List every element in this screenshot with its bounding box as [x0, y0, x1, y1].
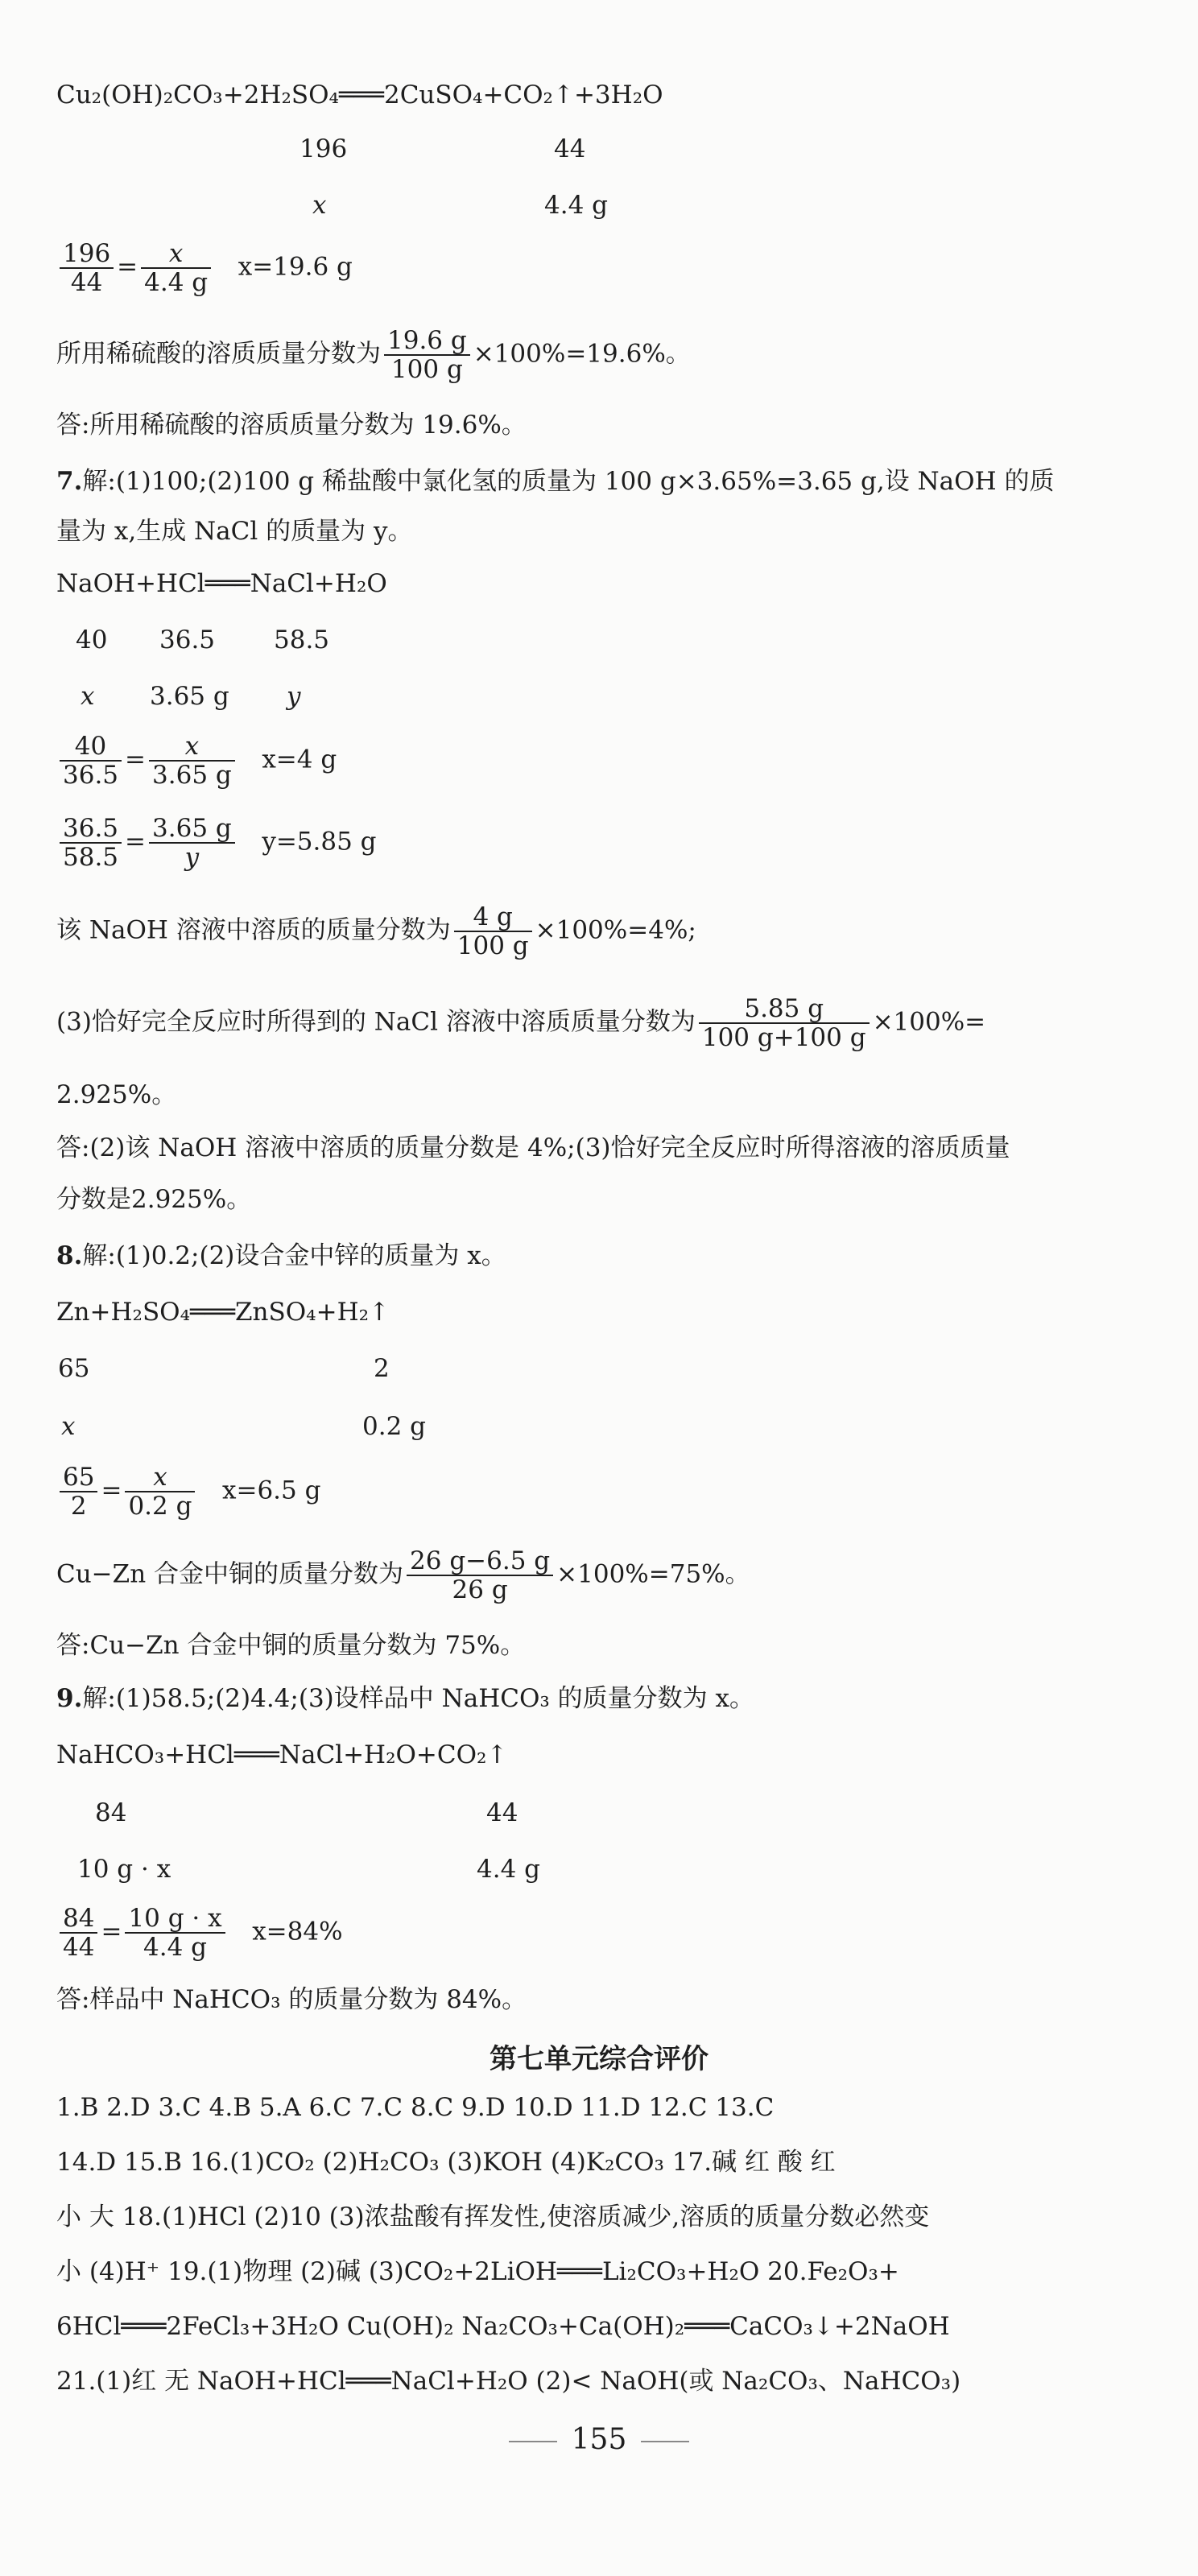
- equation-q9: NaHCO₃+HCl═══NaCl+H₂O+CO₂↑: [56, 1740, 508, 1769]
- mass-q8-1: 65: [58, 1354, 90, 1383]
- section-title: 第七单元综合评价: [490, 2043, 708, 2075]
- mass-q7-1: 40: [76, 625, 108, 654]
- review-line-2: 14.D 15.B 16.(1)CO₂ (2)H₂CO₃ (3)KOH (4)K₂CO₃ 17.碱 红 酸 红: [56, 2148, 836, 2177]
- unknown-q9-2: 4.4 g: [477, 1855, 540, 1884]
- answer-q9: 答:样品中 NaHCO₃ 的质量分数为 84%。: [56, 1985, 527, 2014]
- answer-p1: 答:所用稀硫酸的溶质质量分数为 19.6%。: [56, 411, 527, 440]
- review-line-1: 1.B 2.D 3.C 4.B 5.A 6.C 7.C 8.C 9.D 10.D 11.D 12.C 13.C: [56, 2093, 775, 2122]
- unknown-q9-1: 10 g · x: [77, 1855, 171, 1884]
- review-line-4: 小 (4)H⁺ 19.(1)物理 (2)碱 (3)CO₂+2LiOH═══Li₂CO₃+H₂O 20.Fe₂O₃+: [56, 2257, 899, 2286]
- calc-p1: 所用稀硫酸的溶质质量分数为 $\frac{19.6 g}{100 g}$ ×100%=19.6%。: [56, 326, 691, 384]
- proportion-p1: $\frac{196}{44}$ = $\frac{x}{4.4 g}$ x=19.6 g: [56, 240, 353, 296]
- q7-line2: 量为 x,生成 NaCl 的质量为 y。: [56, 517, 413, 546]
- answer-q7-1: 答:(2)该 NaOH 溶液中溶质的质量分数是 4%;(3)恰好完全反应时所得溶液的溶质质量: [56, 1133, 1010, 1162]
- mass-q8-2: 2: [374, 1354, 390, 1383]
- answer-q8: 答:Cu−Zn 合金中铜的质量分数为 75%。: [56, 1631, 526, 1660]
- calc-q7-2: (3)恰好完全反应时所得到的 NaCl 溶液中溶质质量分数为 $\frac{5.85 g}{100 g+100 g}$ ×100%=: [56, 994, 986, 1052]
- unknown-q8-1: x: [61, 1412, 76, 1441]
- equation-q8: Zn+H₂SO₄═══ZnSO₄+H₂↑: [56, 1298, 390, 1327]
- calc-q8: Cu−Zn 合金中铜的质量分数为 $\frac{26 g-6.5 g}{26 g}$ ×100%=75%。: [56, 1546, 750, 1604]
- unknown-q7-1: x: [81, 682, 95, 711]
- mass-p1-1: 196: [300, 134, 348, 163]
- unknown-q7-3: y: [287, 682, 301, 711]
- unknown-q8-2: 0.2 g: [362, 1412, 426, 1441]
- mass-q7-2: 36.5: [159, 625, 216, 654]
- equation-q7: NaOH+HCl═══NaCl+H₂O: [56, 569, 387, 598]
- proportion-q9: $\frac{84}{44}$ = $\frac{10 g \cdot x}{4.4 g}$ x=84%: [56, 1905, 343, 1961]
- unknown-q7-2: 3.65 g: [150, 682, 229, 711]
- q9-line1: 9.解:(1)58.5;(2)4.4;(3)设样品中 NaHCO₃ 的质量分数为 x。: [56, 1684, 755, 1713]
- mass-p1-2: 44: [554, 134, 586, 163]
- q8-line1: 8.解:(1)0.2;(2)设合金中锌的质量为 x。: [56, 1241, 506, 1270]
- q7-line1: 7.解:(1)100;(2)100 g 稀盐酸中氯化氢的质量为 100 g×3.65%=3.65 g,设 NaOH 的质: [56, 467, 1055, 496]
- unknown-p1-2: 4.4 g: [544, 191, 608, 220]
- calc-q7-1: 该 NaOH 溶液中溶质的质量分数为 $\frac{4 g}{100 g}$ ×100%=4%;: [56, 902, 696, 960]
- mass-q7-3: 58.5: [274, 625, 330, 654]
- page-number: 155: [0, 2423, 1198, 2456]
- proportion-q7-1: $\frac{40}{36.5}$ = $\frac{x}{3.65 g}$ x=4 g: [56, 733, 337, 789]
- review-line-3: 小 大 18.(1)HCl (2)10 (3)浓盐酸有挥发性,使溶质减少,溶质的质量分数必然变: [56, 2202, 930, 2231]
- calc-q7-2-cont: 2.925%。: [56, 1080, 177, 1109]
- unknown-p1-1: x: [312, 191, 327, 220]
- proportion-q7-2: $\frac{36.5}{58.5}$ = $\frac{3.65 g}{y}$ y=5.85 g: [56, 815, 377, 871]
- answer-q7-2: 分数是2.925%。: [56, 1185, 252, 1214]
- mass-q9-2: 44: [486, 1798, 518, 1827]
- mass-q9-1: 84: [95, 1798, 127, 1827]
- review-line-5: 6HCl═══2FeCl₃+3H₂O Cu(OH)₂ Na₂CO₃+Ca(OH)₂═══CaCO₃↓+2NaOH: [56, 2312, 950, 2341]
- proportion-q8: $\frac{65}{2}$ = $\frac{x}{0.2 g}$ x=6.5 g: [56, 1463, 320, 1520]
- equation-p1: Cu₂(OH)₂CO₃+2H₂SO₄═══2CuSO₄+CO₂↑+3H₂O: [56, 80, 663, 109]
- review-line-6: 21.(1)红 无 NaOH+HCl═══NaCl+H₂O (2)< NaOH(或 Na₂CO₃、NaHCO₃): [56, 2367, 961, 2396]
